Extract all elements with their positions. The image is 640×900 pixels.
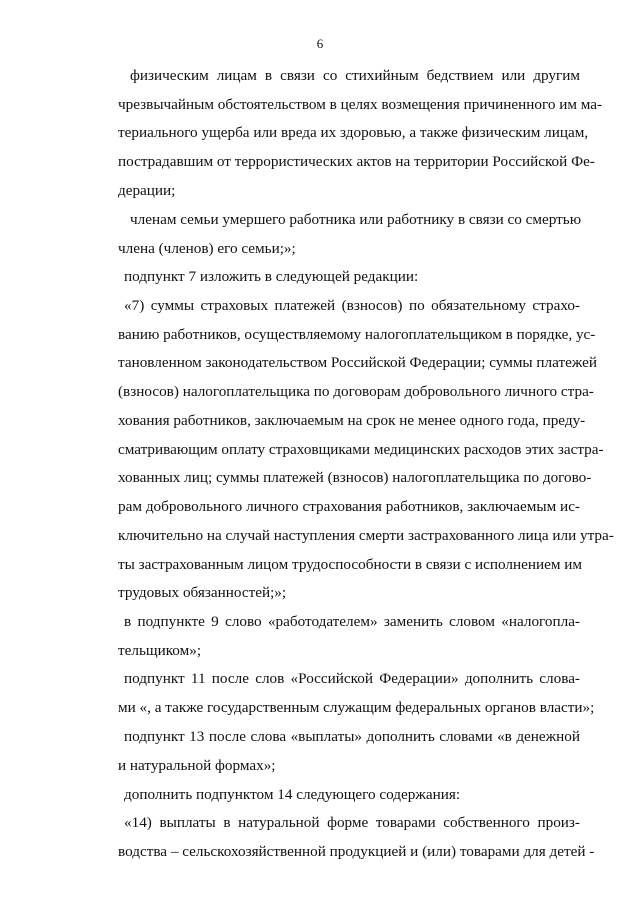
page-number: 6 — [316, 36, 324, 51]
text-line: чрезвычайным обстоятельством в целях возмещения причиненного им ма- — [118, 96, 603, 113]
text-line: трудовых обязанностей;»; — [118, 584, 287, 601]
text-line: «14) выплаты в натуральной форме товарами собственного произ- — [124, 814, 580, 831]
text-line: и натуральной формах»; — [118, 757, 276, 774]
text-line: в подпункте 9 слово «работодателем» заменить словом «налогопла- — [124, 613, 580, 630]
text-line: сматривающим оплату страховщиками медицинских расходов этих застра- — [118, 441, 604, 458]
text-line: подпункт 13 после слова «выплаты» дополнить словами «в денежной — [124, 728, 580, 745]
text-line: рам добровольного личного страхования работников, заключаемым ис- — [118, 498, 580, 515]
text-line: подпункт 7 изложить в следующей редакции: — [124, 268, 419, 285]
text-line: подпункт 11 после слов «Российской Федерации» дополнить слова- — [124, 670, 580, 687]
text-line: (взносов) налогоплательщика по договорам добровольного личного стра- — [118, 383, 594, 400]
text-line: членам семьи умершего работника или работнику в связи со смертью — [130, 211, 582, 228]
text-line: дерации; — [118, 182, 176, 199]
text-line: тановленном законодательством Российской Федерации; суммы платежей — [118, 354, 598, 371]
text-line: териального ущерба или вреда их здоровью, а также физическим лицам, — [118, 124, 589, 141]
text-line: хования работников, заключаемым на срок не менее одного года, преду- — [118, 412, 586, 429]
text-line: члена (членов) его семьи;»; — [118, 240, 296, 257]
text-line: ми «, а также государственным служащим федеральных органов власти»; — [118, 699, 595, 716]
text-line: «7) суммы страховых платежей (взносов) по обязательному страхо- — [124, 297, 580, 314]
text-line: тельщиком»; — [118, 642, 202, 659]
text-line: ванию работников, осуществляемому налогоплательщиком в порядке, ус- — [118, 326, 596, 343]
text-line: ключительно на случай наступления смерти застрахованного лица или утра- — [118, 527, 614, 544]
text-line: физическим лицам в связи со стихийным бедствием или другим — [130, 67, 580, 84]
text-line: ты застрахованным лицом трудоспособности в связи с исполнением им — [118, 556, 582, 573]
text-line: хованных лиц; суммы платежей (взносов) налогоплательщика по догово- — [118, 469, 592, 486]
text-line: пострадавшим от террористических актов на территории Российской Фе- — [118, 153, 595, 170]
text-line: водства – сельскохозяйственной продукцией и (или) товарами для детей - — [118, 843, 595, 860]
text-line: дополнить подпунктом 14 следующего содержания: — [124, 786, 461, 803]
